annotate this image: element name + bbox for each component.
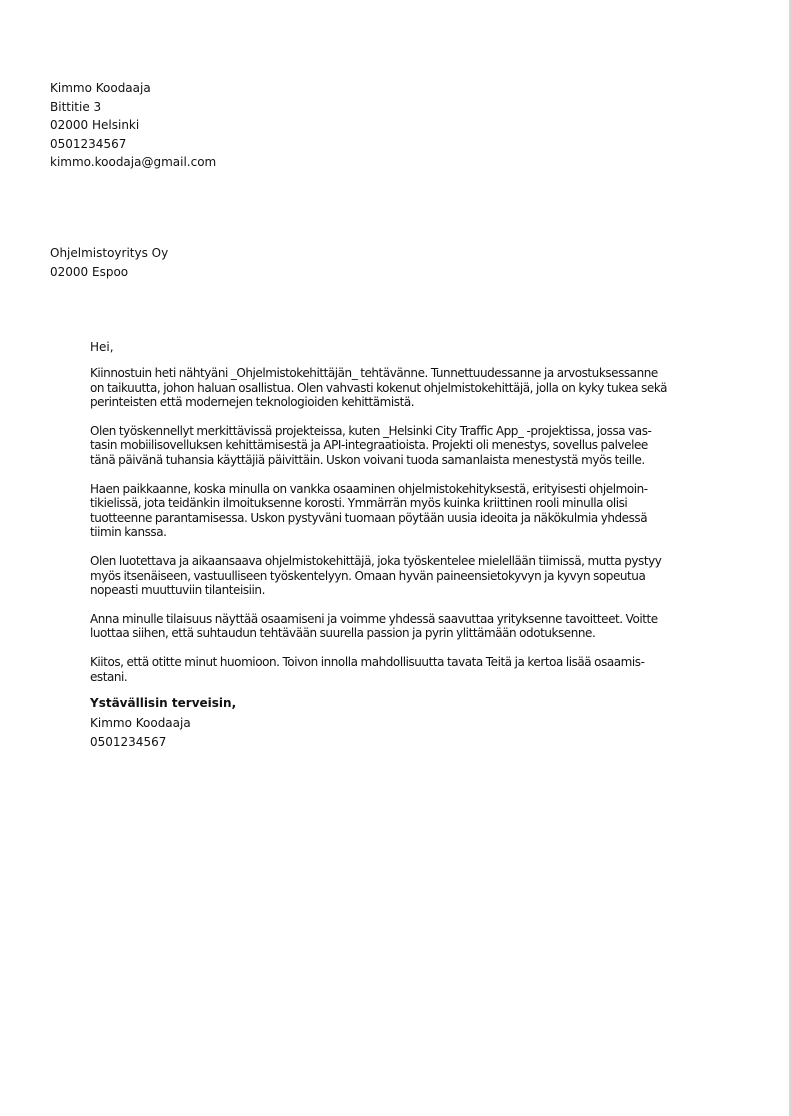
paragraph-line: luottaa siihen, että suhtaudun tehtävään suurella passion ja pyrin ylittämään odotuksenne. [90,626,596,641]
paragraph-line: estani. [90,669,128,684]
paragraph-line: Anna minulle tilaisuus näyttää osaamiseni ja voimme yhdessä saavuttaa yrityksenne tavoitteet. Voitte [90,611,658,626]
paragraph-line: tänä päivänä tuhansia käyttäjiä päivittäin. Uskon voivani tuoda samanlaista menestystä myös teille. [90,452,645,467]
signature-block [90,694,710,752]
sender-email: kimmo.koodaja@gmail.com [50,155,217,170]
recipient-postal-city: 02000 Espoo [50,264,129,279]
closing-phrase: Ystävällisin terveisin, [90,696,237,711]
paragraph-line: myös itsenäiseen, vastuulliseen työskentelyyn. Omaan hyvän paineensietokyvyn ja kyvyn sopeutua [90,568,646,583]
paragraph [90,655,710,684]
sender-postal-city: 02000 Helsinki [50,118,140,133]
paragraph-line: Haen paikkaanne, koska minulla on vankka osaaminen ohjelmistokehityksestä, erityisesti ohjelmoin- [90,481,648,496]
greeting: Hei, [90,340,114,354]
paragraph-line: Olen työskennellyt merkittävissä projekteissa, kuten _Helsinki City Traffic App_ -projektissa, jossa vas- [90,423,652,438]
paragraph [90,612,710,641]
paragraph [90,424,710,468]
sender-street: Bittitie 3 [50,99,102,114]
paragraph-line: tuotteenne parantamisessa. Uskon pystyväni tuomaan pöytään uusia ideoita ja näkökulmia yhdessä [90,510,648,525]
paragraph-line: perinteisten että modernejen teknologioiden kehittämistä. [90,395,415,410]
sender-phone: 0501234567 [50,136,127,151]
paragraph-line: Olen luotettava ja aikaansaava ohjelmistokehittäjä, joka työskentelee mielellään tiimissä, mutta pystyy [90,553,662,568]
recipient-address-block [50,244,168,281]
paragraph [90,366,710,410]
signature-name: Kimmo Koodaaja [90,715,191,730]
signature-phone: 0501234567 [90,734,167,749]
letter-body [90,338,710,752]
sender-address-block [50,79,216,172]
paragraph-line: tiimin kanssa. [90,525,167,540]
paragraph-line: Kiitos, että otitte minut huomioon. Toivon innolla mahdollisuutta tavata Teitä ja kertoa lisää osaamis- [90,654,645,669]
sender-name: Kimmo Koodaaja [50,81,151,95]
paragraph-line: Kiinnostuin heti nähtyäni _Ohjelmistokehittäjän_ tehtävänne. Tunnettuudessanne ja arvostuksessanne [90,366,658,380]
paragraph-line: tikielissä, jota teidänkin ilmoituksenne korosti. Ymmärrän myös kuinka kriittinen rooli minulla olisi [90,496,628,511]
recipient-company: Ohjelmistoyritys Oy [50,246,169,260]
paragraph-line: tasin mobiilisovelluksen kehittämisestä ja API-integraatioista. Projekti oli menestys, sovellus palvelee [90,438,648,453]
paragraph [90,554,710,598]
paragraph-line: nopeasti muuttuviin tilanteisiin. [90,583,265,598]
paragraph-line: on taikuutta, johon haluan osallistua. Olen vahvasti kokenut ohjelmistokehittäjä, jolla on kyky tukea sekä [90,380,668,395]
paragraph [90,482,710,540]
